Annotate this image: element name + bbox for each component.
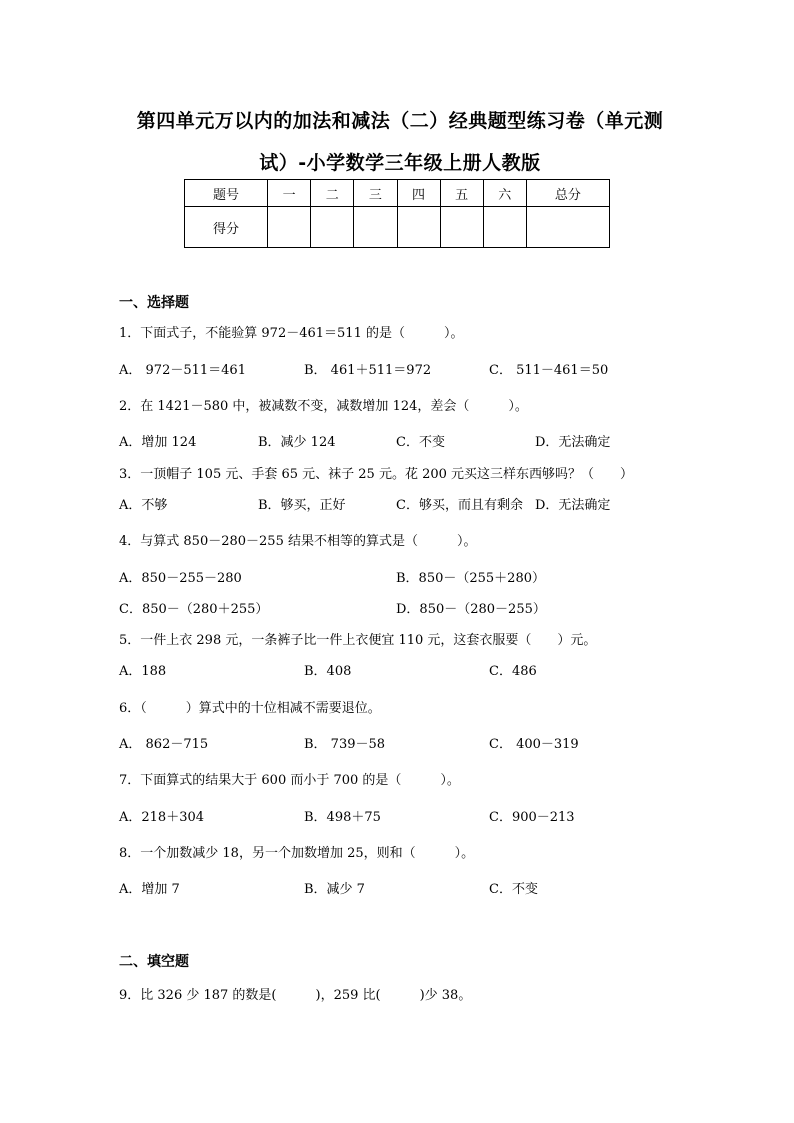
- header-cell: 四: [397, 180, 440, 207]
- score-cell[interactable]: [526, 207, 609, 248]
- header-cell: 三: [354, 180, 397, 207]
- option-c: C． 511－461＝50: [489, 363, 609, 378]
- question-text: 4．与算式 850－280－255 结果不相等的算式是（ ）。: [119, 534, 477, 549]
- option-a: A．218＋304: [119, 810, 205, 825]
- option-c: C．850－（280＋255）: [119, 602, 269, 617]
- option-c: C．不变: [489, 882, 538, 897]
- option-c: C．486: [489, 664, 537, 679]
- question-text: 6．（ ）算式中的十位相减不需要退位。: [119, 701, 381, 716]
- option-d: D．无法确定: [535, 435, 611, 450]
- header-cell: 题号: [185, 180, 268, 207]
- option-b: B．减少 124: [258, 435, 336, 450]
- score-cell[interactable]: [397, 207, 440, 248]
- score-row-label: 得分: [185, 207, 268, 248]
- question-text: 9．比 326 少 187 的数是( )，259 比( )少 38。: [119, 988, 472, 1003]
- header-cell: 二: [311, 180, 354, 207]
- section-title-fill: 二、填空题: [119, 954, 189, 970]
- score-cell[interactable]: [268, 207, 311, 248]
- option-a: A． 972－511＝461: [119, 363, 246, 378]
- option-a: A．850－255－280: [119, 571, 242, 586]
- score-cell[interactable]: [483, 207, 526, 248]
- header-cell: 六: [483, 180, 526, 207]
- option-a: A．不够: [119, 498, 168, 513]
- option-c: C．900－213: [489, 810, 575, 825]
- option-a: A．188: [119, 664, 167, 679]
- page-title-line-2: 试）-小学数学三年级上册人教版: [259, 152, 541, 174]
- score-cell[interactable]: [354, 207, 397, 248]
- header-cell: 一: [268, 180, 311, 207]
- score-cell[interactable]: [311, 207, 354, 248]
- option-b: B．498＋75: [304, 810, 381, 825]
- option-b: B． 739－58: [304, 737, 386, 752]
- option-c: C． 400－319: [489, 737, 579, 752]
- page-title-line-1: 第四单元万以内的加法和减法（二）经典题型练习卷（单元测: [136, 110, 664, 132]
- question-text: 5．一件上衣 298 元，一条裤子比一件上衣便宜 110 元，这套衣服要（ ）元。: [119, 633, 597, 648]
- option-b: B．408: [304, 664, 352, 679]
- option-b: B． 461＋511＝972: [304, 363, 432, 378]
- option-b: B．够买，正好: [258, 498, 346, 513]
- header-cell: 总分: [526, 180, 609, 207]
- score-cell[interactable]: [440, 207, 483, 248]
- option-d: D．无法确定: [535, 498, 611, 513]
- option-a: A．增加 124: [119, 435, 197, 450]
- score-table: [184, 179, 610, 248]
- question-text: 2．在 1421－580 中，被减数不变，减数增加 124，差会（ ）。: [119, 399, 528, 414]
- option-b: B．850－（255＋280）: [396, 571, 545, 586]
- option-d: D．850－（280－255）: [396, 602, 546, 617]
- question-text: 7．下面算式的结果大于 600 而小于 700 的是（ ）。: [119, 773, 460, 788]
- question-text: 1．下面式子，不能验算 972－461＝511 的是（ ）。: [119, 326, 464, 341]
- question-text: 3．一顶帽子 105 元、手套 65 元、袜子 25 元。花 200 元买这三样东西够吗？（ ）: [119, 467, 634, 482]
- option-c: C．不变: [396, 435, 445, 450]
- option-c: C．够买，而且有剩余: [396, 498, 523, 513]
- section-title-choice: 一、选择题: [119, 295, 189, 311]
- question-text: 8．一个加数减少 18，另一个加数增加 25，则和（ ）。: [119, 846, 475, 861]
- option-b: B．减少 7: [304, 882, 365, 897]
- header-cell: 五: [440, 180, 483, 207]
- option-a: A．增加 7: [119, 882, 180, 897]
- option-a: A． 862－715: [119, 737, 209, 752]
